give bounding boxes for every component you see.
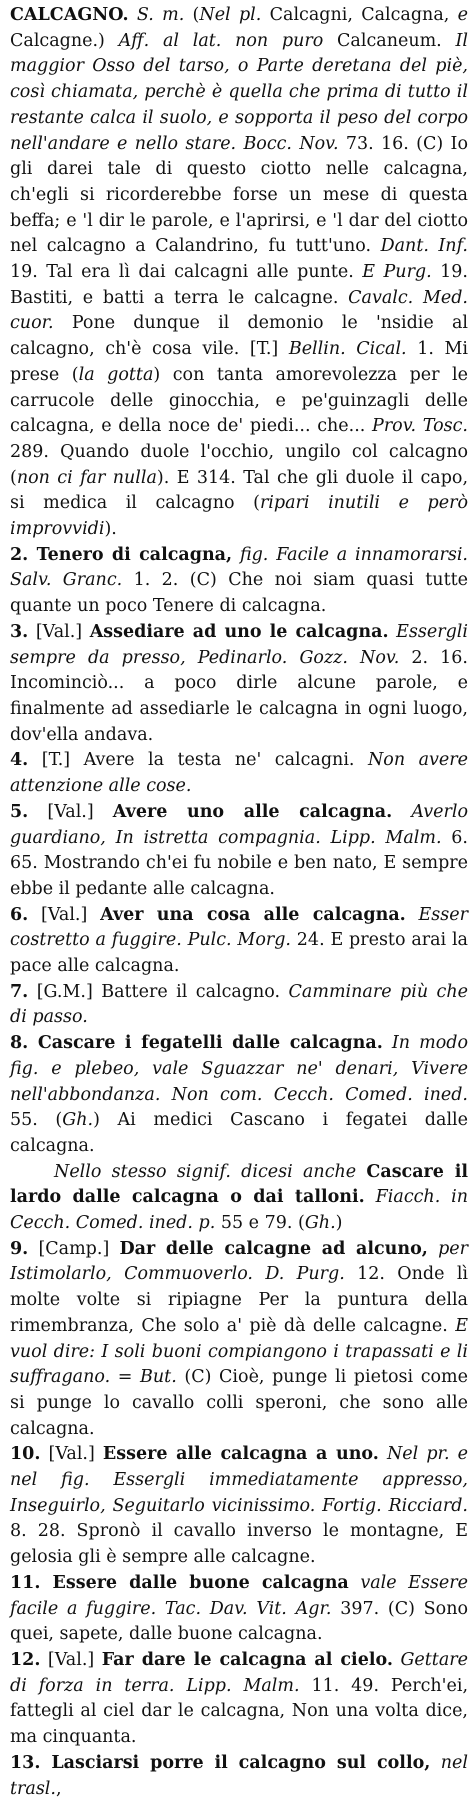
entry-text: Dant. Inf. [380, 236, 468, 257]
sub-entry-10 [10, 1442, 468, 1571]
entry-text: nel trasl. [10, 1752, 468, 1799]
sub-entry-13 [10, 1751, 468, 1802]
entry-text: Calcagne.) [10, 30, 119, 51]
entry-text: Camminare più che di passo. [10, 981, 468, 1028]
sub-entry-phrase: Essere alle calcagna a uno. [102, 1444, 379, 1465]
entry-text: Nel pr. e nel fig. Essergli immediatamente appresso, Inseguirlo, Seguitarlo vicinissimo. Fortig. Ricciard. [10, 1444, 468, 1516]
sub-entry-phrase: 8. Cascare i fegatelli dalle calcagna. [10, 1033, 383, 1054]
entry-text: Aff. al lat. non puro [118, 30, 324, 51]
entry-text: 12. Onde lì molte volte si ripiagne Per la puntura della rimembranza, Che solo a' piè dà delle calcagne. [10, 1264, 469, 1336]
headword: CALCAGNO. [10, 5, 129, 25]
entry-text: 73. 16. (C) Io gli darei tale di questo ciotto nelle calcagna, ch'egli si ricorderebbe forse un mese di questa beffa; e 'l dir le parole, e l'aprirsi, e 'l dar del ciotto nel calcagno a Calandrino, fu tutt'uno. [10, 133, 469, 257]
sub-entry-phrase: 13. Lasciarsi porre il calcagno sul collo, [10, 1752, 431, 1773]
entry-text: Il maggior Osso del tarso, o Parte deretana del piè, così chiamata, perchè è quella che prima di tutto il restante calca il suolo, e sopporta il peso del corpo nell'andare e nello stare. Bocc. Nov. [10, 30, 469, 154]
entry-text: 4. [10, 750, 29, 771]
entry-text: 1. Mi prese ( [10, 339, 468, 385]
entry-text [232, 545, 240, 565]
sub-entry-phrase: 2. Tenero di calcagna, [10, 544, 233, 565]
entry-text: [G.M.] Battere il calcagno. [28, 981, 289, 1002]
sub-entry-9 [10, 1237, 468, 1443]
entry-text: , [55, 1778, 62, 1799]
entry-text: E Purg. [362, 262, 432, 283]
entry-text: 11. 49. Perch'ei, fattegli al ciel dar le calcagna, Non una volta dice, ma cinquanta. [10, 1675, 469, 1748]
sub-entry-3 [10, 748, 468, 799]
entry-text: Gh. [304, 1213, 336, 1234]
entry-text [428, 1239, 438, 1259]
headword-entry [10, 3, 468, 543]
sub-entry-1 [10, 543, 468, 620]
entry-text: 9. [10, 1238, 29, 1259]
sub-entry-phrase: Far dare le calcagna al cielo. [101, 1650, 393, 1670]
entry-text: Calcagni, Calcagna, [261, 5, 458, 25]
entry-text: 8. 28. Spronò il cavallo inverso le montagne, E gelosia gli è sempre alle calcagne. [10, 1521, 468, 1568]
entry-text [349, 1573, 361, 1593]
entry-text: (C) Cioè, punge li pietosi come si punge lo cavallo colli speroni, che sono alle calcagna. [10, 1367, 468, 1439]
entry-text [392, 802, 411, 822]
sub-entry-8 [10, 1160, 468, 1237]
entry-text: [Val.] [28, 904, 101, 925]
entry-text [379, 1444, 387, 1464]
entry-text: ). E 314. Tal che gli duole il capo, si medica il calcagno ( [10, 467, 469, 514]
entry-text: 10. [10, 1444, 41, 1465]
entry-text: Esser costretto a fuggire. Pulc. Morg. [10, 904, 468, 951]
entry-text: 289. Quando duole l'occhio, ungilo col calcagno ( [10, 441, 468, 488]
entry-text: Gh. [62, 1110, 94, 1131]
entry-text: ) Ai medici Cascano i fegatei dalle calcagna. [10, 1110, 468, 1156]
sub-entry-6 [10, 980, 468, 1031]
entry-text: ) con tanta amorevolezza per le carrucole delle ginocchia, e pe'guinzagli delle calcagna, e della noce de' piedi... che... [10, 364, 468, 437]
sub-entry-phrase: Dar delle calcagne ad alcuno, [119, 1238, 428, 1259]
entry-text [356, 1162, 366, 1182]
entry-text: 55. ( [10, 1110, 63, 1131]
sub-entry-7 [10, 1031, 468, 1160]
entry-text [406, 905, 419, 925]
entry-text: fig. Facile a innamorarsi. Salv. Granc. [10, 544, 468, 591]
entry-text: [Val.] [40, 1444, 103, 1465]
sub-entry-5 [10, 903, 468, 980]
entry-text: Essergli sempre da presso, Pedinarlo. Gozz. Nov. [10, 621, 468, 668]
entry-text: ) [335, 1213, 343, 1234]
entry-text [389, 622, 397, 642]
entry-text: 6. 65. Mostrando ch'ei fu nobile e ben nato, E sempre ebbe il pedante alle calcagna. [10, 827, 468, 899]
sub-entry-phrase: 11. Essere dalle buone calcagna [10, 1572, 349, 1593]
entry-text: [Val.] [28, 801, 113, 822]
entry-text: e [457, 5, 468, 25]
entry-text: 5. [10, 801, 29, 822]
entry-text: 397. (C) Sono quei, sapete, dalle buone calcagna. [10, 1598, 468, 1645]
entry-text: But. [140, 1367, 177, 1388]
sub-entry-4 [10, 800, 468, 903]
entry-text: Bellin. Cical. [288, 339, 407, 360]
entry-text: 2. 16. Incominciò... a poco dirle alcune parole, e finalmente ad assediarle le calcagna in ogni luogo, dov'ella andava. [10, 647, 468, 745]
entry-text: Calcaneum. [323, 30, 456, 51]
entry-text: [Val.] [40, 1650, 102, 1670]
sub-entry-phrase: Aver una cosa alle calcagna. [100, 904, 406, 925]
entry-text: [Val.] [28, 621, 90, 642]
entry-text: la gotta [78, 364, 154, 385]
entry-text: Gettare di forza in terra. Lipp. Malm. [10, 1650, 468, 1696]
entry-text: = [110, 1367, 141, 1388]
entry-text: E vuol dire: I soli buoni compiangono i trapassati e li suffragano. [10, 1315, 468, 1388]
entry-text: Nel pl. [199, 5, 262, 25]
entry-text: [Camp.] [28, 1238, 120, 1259]
entry-text: per Istimolarlo, Commuoverlo. D. Purg. [10, 1238, 468, 1285]
entry-text: 6. [10, 904, 29, 925]
entry-text: Prov. Tosc. [372, 416, 468, 437]
entry-text: Pone dunque il demonio le 'nsidie al calcagno, ch'è cosa vile. [T.] [10, 313, 468, 360]
entry-text: 19. Bastiti, e batti a terra le calcagne. [10, 262, 468, 308]
entry-text: 12. [10, 1650, 41, 1670]
entry-text: Nello stesso signif. dicesi anche [54, 1161, 357, 1182]
sub-entry-2 [10, 620, 468, 749]
entry-text: S. m. [136, 5, 185, 25]
entry-text: In modo fig. e plebeo, vale Sguazzar ne' denari, Vivere nell'abbondanza. Non com. Cecch. Comed. ined. [10, 1033, 468, 1105]
sub-entry-11 [10, 1571, 468, 1648]
entry-text: 19. Tal era lì dai calcagni alle punte. [10, 262, 363, 283]
entry-text: 1. 2. (C) Che noi siam quasi tutte quante un poco Tenere di calcagna. [10, 570, 468, 617]
entry-text: 3. [10, 621, 29, 642]
entry-text: Non avere attenzione alle cose. [10, 750, 468, 797]
entry-text: [T.] Avere la testa ne' calcagni. [28, 750, 368, 771]
entry-text: Cavalc. Med. cuor. [10, 287, 468, 334]
sub-entry-phrase: Assediare ad uno le calcagna. [89, 621, 389, 642]
sub-entry-12 [10, 1648, 468, 1751]
entry-text [365, 1187, 376, 1207]
entry-text [430, 1753, 440, 1773]
entry-text: non ci far nulla [16, 467, 157, 488]
sub-entry-phrase: Avere uno alle calcagna. [112, 801, 393, 822]
entry-text: Averlo guardiano, In istretta compagnia. Lipp. Malm. [10, 801, 468, 848]
entry-text: 55 e 79. ( [215, 1213, 305, 1234]
entry-text: 24. E presto arai la pace alle calcagna. [10, 930, 468, 977]
entry-text [383, 1033, 392, 1053]
entry-text: ripari inutili e però improvvidi [10, 493, 468, 540]
sub-entry-phrase: Cascare il lardo dalle calcagna o dai talloni. [10, 1161, 468, 1208]
entry-text: vale Essere facile a fuggire. Tac. Dav. Vit. Agr. [10, 1572, 468, 1619]
entry-text: Fiacch. in Cecch. Comed. ined. p. [10, 1187, 468, 1234]
entry-text: 7. [10, 981, 29, 1002]
entry-text: ). [104, 519, 117, 540]
entry-text [129, 5, 137, 25]
entry-text: ( [184, 5, 200, 25]
